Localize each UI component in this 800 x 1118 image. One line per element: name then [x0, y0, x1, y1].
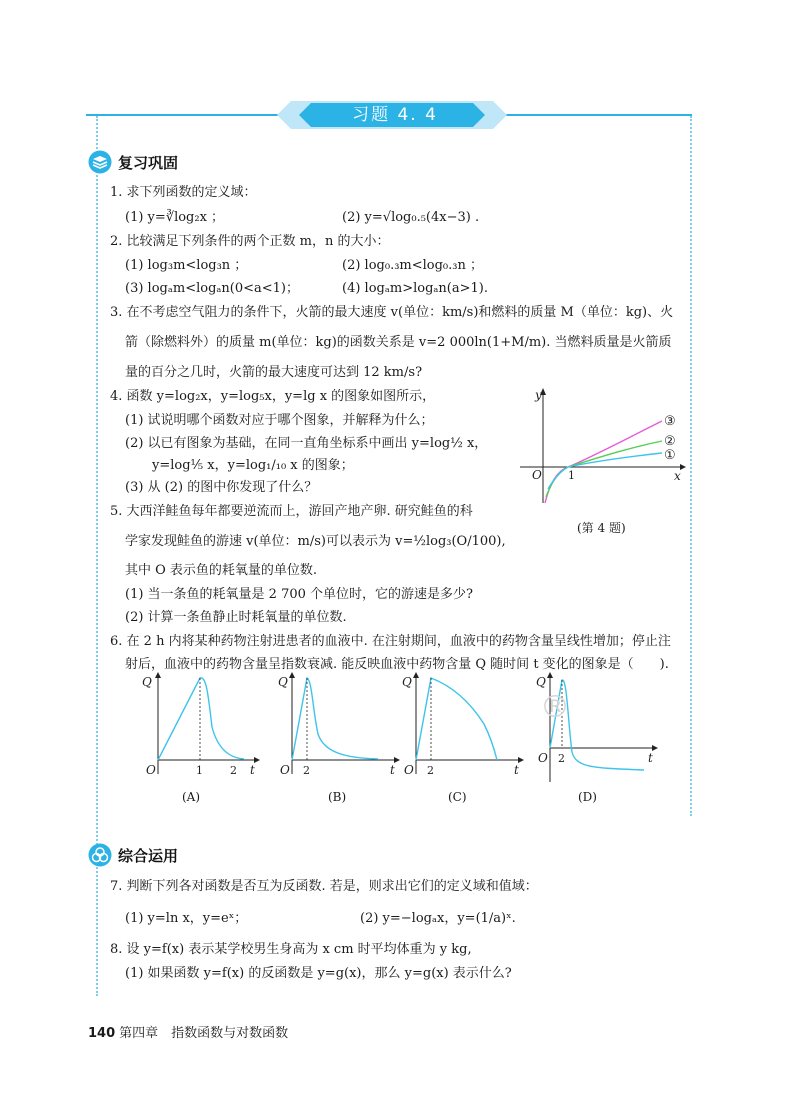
x-axis-label: x: [674, 469, 681, 483]
figure-6d-caption: (D): [578, 790, 597, 804]
label-curve-2: ②: [664, 434, 676, 449]
problem-5-line-1: 5. 大西洋鲑鱼每年都要逆流而上，游回产地产卵. 研究鲑鱼的科: [110, 504, 473, 519]
origin-label: O: [532, 468, 542, 482]
tick-1-label: 1: [568, 469, 575, 482]
origin-label: O: [538, 751, 548, 765]
figure-6c-graph: [402, 672, 526, 780]
tick-label: 2: [230, 764, 237, 777]
problem-2-stem: 2. 比较满足下列条件的两个正数 m，n 的大小：: [110, 234, 390, 249]
q-axis-label: Q: [142, 675, 152, 689]
problem-8-stem: 8. 设 y=f(x) 表示某学校男生身高为 x cm 时平均体重为 y kg,: [110, 942, 472, 957]
problem-5-line-3: 其中 O 表示鱼的耗氧量的单位数.: [125, 563, 318, 578]
curve-3: [545, 421, 662, 503]
figure-4-graph: [512, 385, 687, 510]
problem-7-stem: 7. 判断下列各对函数是否互为反函数. 若是，则求出它们的定义域和值域：: [110, 879, 538, 894]
problem-4-part-1: (1) 试说明哪个函数对应于哪个图象，并解释为什么；: [125, 413, 434, 428]
y-axis-label: y: [535, 388, 542, 402]
problem-6-line-1: 6. 在 2 h 内将某种药物注射进患者的血液中. 在注射期间，血液中的药物含量呈线性增加；停止注: [110, 634, 671, 649]
curve-1: [548, 453, 662, 489]
figure-6c-caption: (C): [448, 790, 467, 804]
q-axis-label: Q: [278, 675, 288, 689]
section-title: 复习巩固: [118, 154, 179, 172]
problem-4-part-2-cont: y=log⅕ x，y=log₁/₁₀ x 的图象；: [152, 458, 354, 473]
q-axis-label: Q: [402, 675, 412, 689]
problem-2-part-3: (3) logₐm<logₐn(0<a<1)；: [125, 281, 300, 296]
q-axis-label: Q: [536, 675, 546, 689]
problem-4-part-2: (2) 以已有图象为基础，在同一直角坐标系中画出 y=log½ x，: [125, 436, 488, 451]
figure-6d-graph: [534, 672, 662, 784]
origin-label: O: [280, 763, 290, 777]
page-number: 140: [88, 1026, 116, 1041]
problem-2-part-2: (2) log₀.₃m<log₀.₃n ；: [342, 258, 483, 273]
chapter-title: 第四章 指数函数与对数函数: [119, 1026, 289, 1041]
tick-label: 1: [196, 764, 203, 777]
exercise-title: 习题 4. 4: [352, 105, 438, 125]
tick-label: 2: [303, 764, 310, 777]
figure-4-caption: (第 4 题): [577, 521, 626, 535]
problem-4-part-3: (3) 从 (2) 的图中你发现了什么？: [125, 480, 318, 495]
problem-1-stem: 1. 求下列函数的定义域：: [110, 185, 257, 200]
problem-8-part-1: (1) 如果函数 y=f(x) 的反函数是 y=g(x)，那么 y=g(x) 表示什么?: [125, 966, 512, 981]
problem-3-line-1: 3. 在不考虑空气阻力的条件下，火箭的最大速度 v(单位：km/s)和燃料的质量 M（单位：kg)、火: [110, 305, 674, 320]
frame-dotted-right: [690, 116, 692, 816]
origin-label: O: [404, 763, 414, 777]
x-axis-arrow: [680, 464, 686, 470]
problem-5-part-1: (1) 当一条鱼的耗氧量是 2 700 个单位时，它的游速是多少?: [125, 587, 473, 602]
label-curve-1: ①: [664, 448, 676, 463]
t-axis-label: t: [250, 763, 255, 777]
tick-label: 2: [427, 764, 434, 777]
problem-2-part-1: (1) log₃m<log₃n ；: [125, 258, 248, 273]
page-footer: [88, 1022, 288, 1041]
problem-3-line-2: 箭（除燃料外）的质量 m(单位：kg)的函数关系是 v=2 000ln(1+M/m). 当燃料质量是火箭质: [125, 335, 672, 350]
problem-5-line-2: 学家发现鲑鱼的游速 v(单位：m/s)可以表示为 v=½log₃(O/100),: [125, 534, 506, 549]
section-title: 综合运用: [118, 847, 179, 865]
problem-4-stem: 4. 函数 y=log₂x，y=log₅x，y=lg x 的图象如图所示，: [110, 389, 436, 404]
stack-icon: [88, 150, 112, 174]
figure-6b-caption: (B): [328, 790, 347, 804]
origin-label: O: [146, 763, 156, 777]
label-curve-3: ③: [664, 414, 676, 429]
tick-label: 2: [558, 752, 565, 765]
problem-7-part-1: (1) y=ln x，y=eˣ；: [125, 911, 248, 926]
problem-1-part-1: (1) y=∛log₂x ；: [125, 210, 225, 225]
problem-6-line-2: 射后，血液中的药物含量呈指数衰减. 能反映血液中药物含量 Q 随时间 t 变化的图象是（ ).: [125, 657, 669, 672]
problem-1-part-2: (2) y=√log₀.₅(4x−3) .: [342, 210, 480, 225]
t-axis-label: t: [648, 751, 653, 765]
triple-ring-icon: [88, 843, 112, 867]
drug-curve-a: [158, 678, 244, 760]
figure-6a-caption: (A): [182, 790, 201, 804]
problem-5-part-2: (2) 计算一条鱼静止时耗氧量的单位数.: [125, 610, 347, 625]
drug-curve-b: [292, 678, 378, 760]
problem-3-line-3: 量的百分之几时，火箭的最大速度可达到 12 km/s?: [125, 365, 423, 380]
registered-mark-watermark: ®: [540, 690, 570, 725]
problem-7-part-2: (2) y=−logₐx，y=(1/a)ˣ.: [360, 911, 516, 926]
t-axis-label: t: [390, 763, 395, 777]
drug-curve-c: [416, 678, 497, 760]
problem-2-part-4: (4) logₐm>logₐn(a>1).: [342, 281, 488, 296]
t-axis-label: t: [514, 763, 519, 777]
figure-6a-graph: [138, 672, 262, 780]
figure-6b-graph: [278, 672, 402, 780]
